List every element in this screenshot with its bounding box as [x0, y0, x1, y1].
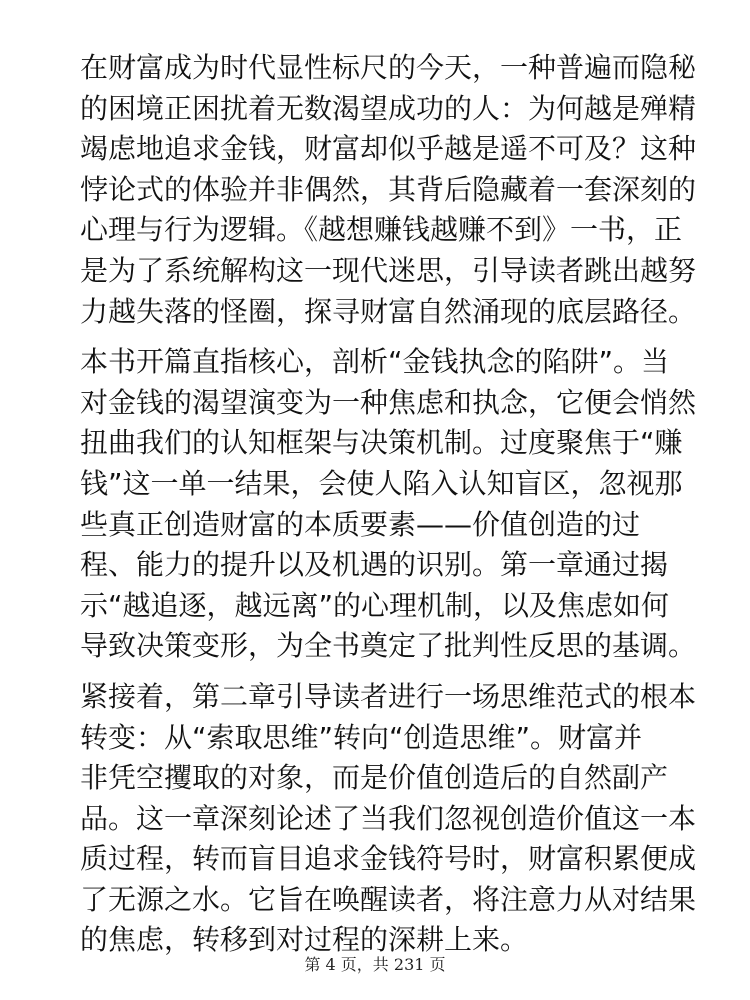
text-line: 品。这一章深刻论述了当我们忽视创造价值这一本 [80, 801, 697, 835]
text-line: 本书开篇直指核心，剖析“金钱执念的陷阱”。当 [80, 345, 670, 379]
text-line: 扭曲我们的认知框架与决策机制。过度聚焦于“赚 [80, 426, 683, 460]
text-line: 紧接着，第二章引导读者进行一场思维范式的根本 [80, 679, 697, 713]
text-line: 非凭空攫取的对象，而是价值创造后的自然副产 [80, 761, 669, 795]
paragraph-3 [80, 677, 697, 961]
text-line: 心理与行为逻辑。《越想赚钱越赚不到》一书，正 [80, 213, 683, 247]
text-line: 质过程，转而盲目追求金钱符号时，财富积累便成 [80, 842, 697, 876]
text-line: 程、能力的提升以及机遇的识别。第一章通过揭 [80, 548, 669, 582]
text-line: 些真正创造财富的本质要素——价值创造的过 [80, 507, 641, 541]
text-line: 钱”这一单一结果，会使人陷入认知盲区，忽视那 [80, 466, 683, 500]
text-line: 力越失落的怪圈，探寻财富自然涌现的底层路径。 [80, 294, 697, 328]
text-line: 了无源之水。它旨在唤醒读者，将注意力从对结果 [80, 882, 697, 916]
page-number-footer: 第 4 页，共 231 页 [304, 955, 446, 974]
text-line: 竭虑地追求金钱，财富却似乎越是遥不可及？这种 [80, 132, 697, 166]
text-line: 悖论式的体验并非偶然，其背后隐藏着一套深刻的 [80, 172, 697, 206]
paragraph-2 [80, 342, 697, 667]
body-text [80, 48, 697, 971]
text-line: 对金钱的渴望演变为一种焦虑和执念，它便会悄然 [80, 385, 697, 419]
text-line: 的焦虑，转移到对过程的深耕上来。 [80, 923, 529, 957]
text-line: 是为了系统解构这一现代迷思，引导读者跳出越努 [80, 253, 697, 287]
paragraph-1 [80, 48, 697, 332]
text-line: 示“越追逐，越远离”的心理机制，以及焦虑如何 [80, 588, 670, 622]
text-line: 在财富成为时代显性标尺的今天，一种普遍而隐秘 [80, 51, 697, 84]
text-line: 转变：从“索取思维”转向“创造思维”。财富并 [80, 720, 643, 754]
text-line: 导致决策变形，为全书奠定了批判性反思的基调。 [80, 629, 697, 663]
text-line: 的困境正困扰着无数渴望成功的人：为何越是殚精 [80, 91, 697, 125]
